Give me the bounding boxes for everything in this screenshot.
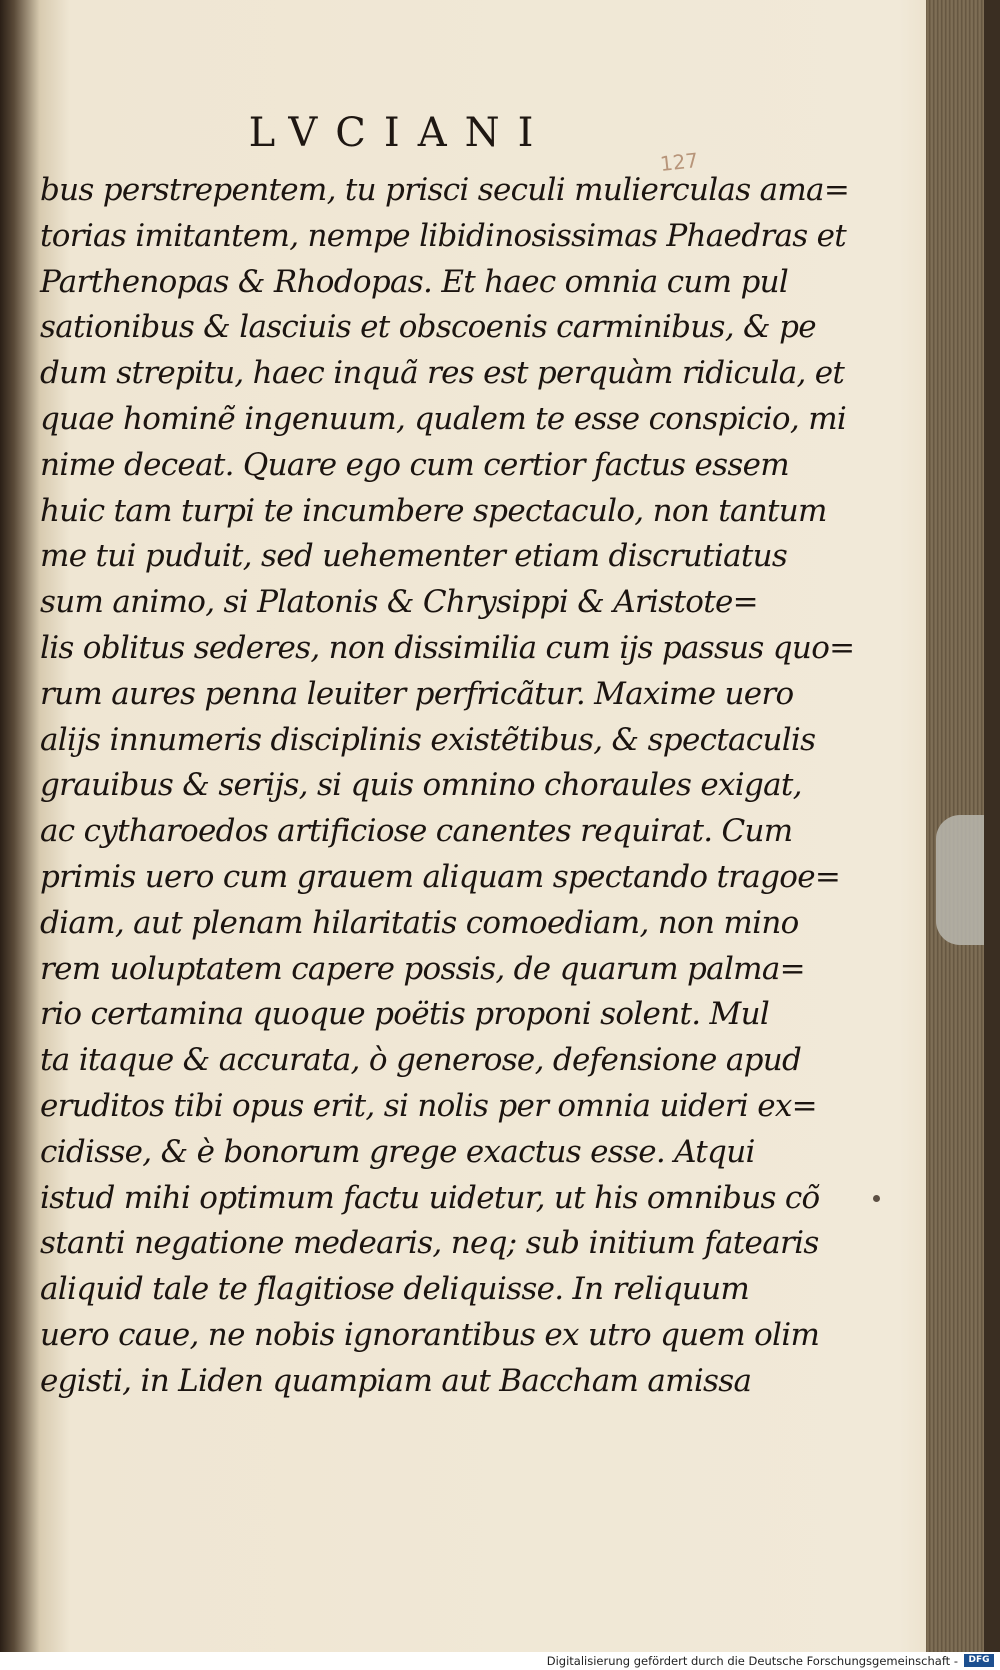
text-line: istud mihi optimum factu uidetur, ut his omnibus cõ [40,1179,820,1216]
text-line: cidisse, & è bonorum grege exactus esse. Atqui [40,1133,755,1170]
footer-bar [0,1652,1000,1670]
dfg-logo: DFG [964,1654,994,1667]
text-line: rem uoluptatem capere possis, de quarum palma= [40,950,805,987]
text-line: bus perstrepentem, tu prisci seculi mulierculas ama= [40,172,850,208]
folio-note: 127 [658,148,700,176]
text-line: ta itaque & accurata, ò generose, defensione apud [40,1042,802,1079]
text-line: rum aures penna leuiter perfricãtur. Maxime uero [40,675,794,712]
text-line: Parthenopas & Rhodopas. Et haec omnia cum pul [40,263,789,300]
text-line: alijs innumeris disciplinis existẽtibus, & spectaculis [40,721,816,758]
text-line: stanti negatione medearis, neq; sub initium fatearis [40,1225,819,1262]
text-line: grauibus & serijs, si quis omnino choraules exigat, [40,767,802,804]
funding-credit: Digitalisierung gefördert durch die Deutsche Forschungsgemeinschaft - [546,1654,958,1668]
text-line: ac cytharoedos artificiose canentes requirat. Cum [40,813,793,850]
text-line: dum strepitu, haec inquã res est perquàm ridicula, et [40,355,845,392]
running-head: LVCIANI [248,110,552,156]
text-line: quae hominẽ ingenuum, qualem te esse conspicio, mi [40,400,847,437]
text-line: me tui puduit, sed uehementer etiam discrutiatus [40,538,788,575]
text-line: huic tam turpi te incumbere spectaculo, non tantum [40,492,827,529]
text-line: sationibus & lasciuis et obscoenis carminibus, & pe [40,309,816,346]
text-line: torias imitantem, nempe libidinosissimas Phaedras et [40,217,847,254]
text-line: egisti, in Liden quampiam aut Baccham amissa [40,1362,752,1399]
text-line: nime deceat. Quare ego cum certior factus essem [40,446,789,483]
text-line: eruditos tibi opus erit, si nolis per omnia uideri ex= [40,1087,817,1124]
text-line: rio certamina quoque poëtis proponi solent. Mul [40,996,770,1033]
text-block [40,168,855,1405]
text-line: aliquid tale te flagitiose deliquisse. In reliquum [40,1271,750,1308]
page-clip [936,815,984,945]
text-line: primis uero cum grauem aliquam spectando tragoe= [40,858,841,895]
text-line: uero caue, ne nobis ignorantibus ex utro quem olim [40,1316,820,1353]
text-line: lis oblitus sederes, non dissimilia cum ijs passus quo= [40,629,855,666]
ink-spot [873,1195,880,1202]
text-line: sum animo, si Platonis & Chrysippi & Aristote= [40,584,758,621]
text-line: diam, aut plenam hilaritatis comoediam, non mino [40,904,799,941]
